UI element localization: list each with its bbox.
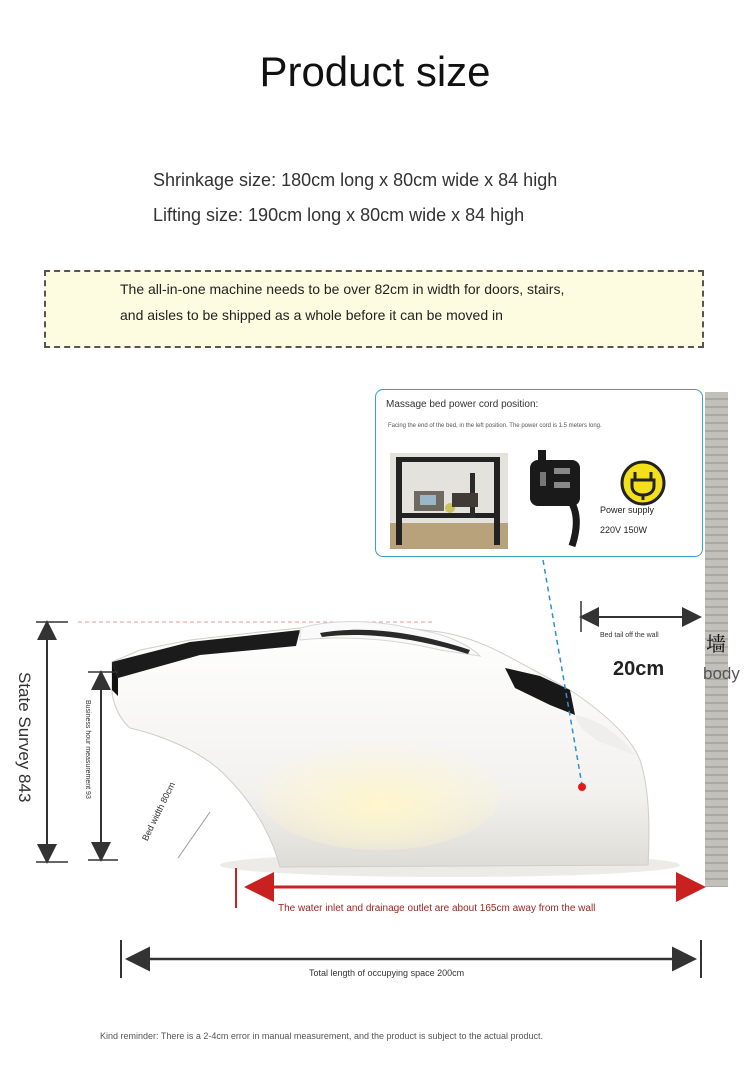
water-distance-label: The water inlet and drainage outlet are about 165cm away from the wall bbox=[278, 903, 596, 914]
uk-plug-icon bbox=[518, 450, 592, 550]
bed-width-line bbox=[178, 812, 210, 858]
power-rating: 220V 150W bbox=[600, 525, 648, 535]
lifting-size-text: Lifting size: 190cm long x 80cm wide x 84 high bbox=[153, 205, 525, 225]
wall-body-label: body bbox=[703, 664, 740, 683]
height-label: State Survey 843 bbox=[15, 672, 34, 803]
business-height-label: Business hour measurement 93 bbox=[84, 700, 91, 799]
tail-distance-label: Bed tail off the wall bbox=[600, 632, 659, 639]
kind-reminder: Kind reminder: There is a 2-4cm error in manual measurement, and the product is subject to the actual product. bbox=[100, 1031, 544, 1041]
power-panel-title: Massage bed power cord position: bbox=[386, 399, 539, 410]
power-panel-subtitle: Facing the end of the bed, in the left position. The power cord is 1.5 meters long. bbox=[388, 423, 602, 429]
bed-width-label: Bed width 80cm bbox=[140, 780, 178, 843]
bed-frame-photo bbox=[390, 453, 508, 549]
total-length-label: Total length of occupying space 200cm bbox=[309, 968, 465, 978]
power-outlet-marker bbox=[578, 783, 586, 791]
shampoo-bed-illustration bbox=[112, 622, 649, 867]
power-cord-panel bbox=[375, 389, 703, 557]
tail-distance-value: 20cm bbox=[613, 658, 665, 680]
shrinkage-size-text: Shrinkage size: 180cm long x 80cm wide x 84 high bbox=[153, 170, 558, 190]
notice-line-1: The all-in-one machine needs to be over 82cm in width for doors, stairs, bbox=[120, 281, 565, 297]
power-supply-label: Power supply bbox=[600, 505, 655, 515]
power-plug-icon bbox=[620, 460, 666, 506]
bed-frame-image bbox=[390, 453, 508, 549]
page-title: Product size bbox=[259, 48, 491, 95]
wall-char-label: 墙 bbox=[706, 634, 726, 656]
notice-line-2: and aisles to be shipped as a whole before it can be moved in bbox=[120, 307, 503, 323]
